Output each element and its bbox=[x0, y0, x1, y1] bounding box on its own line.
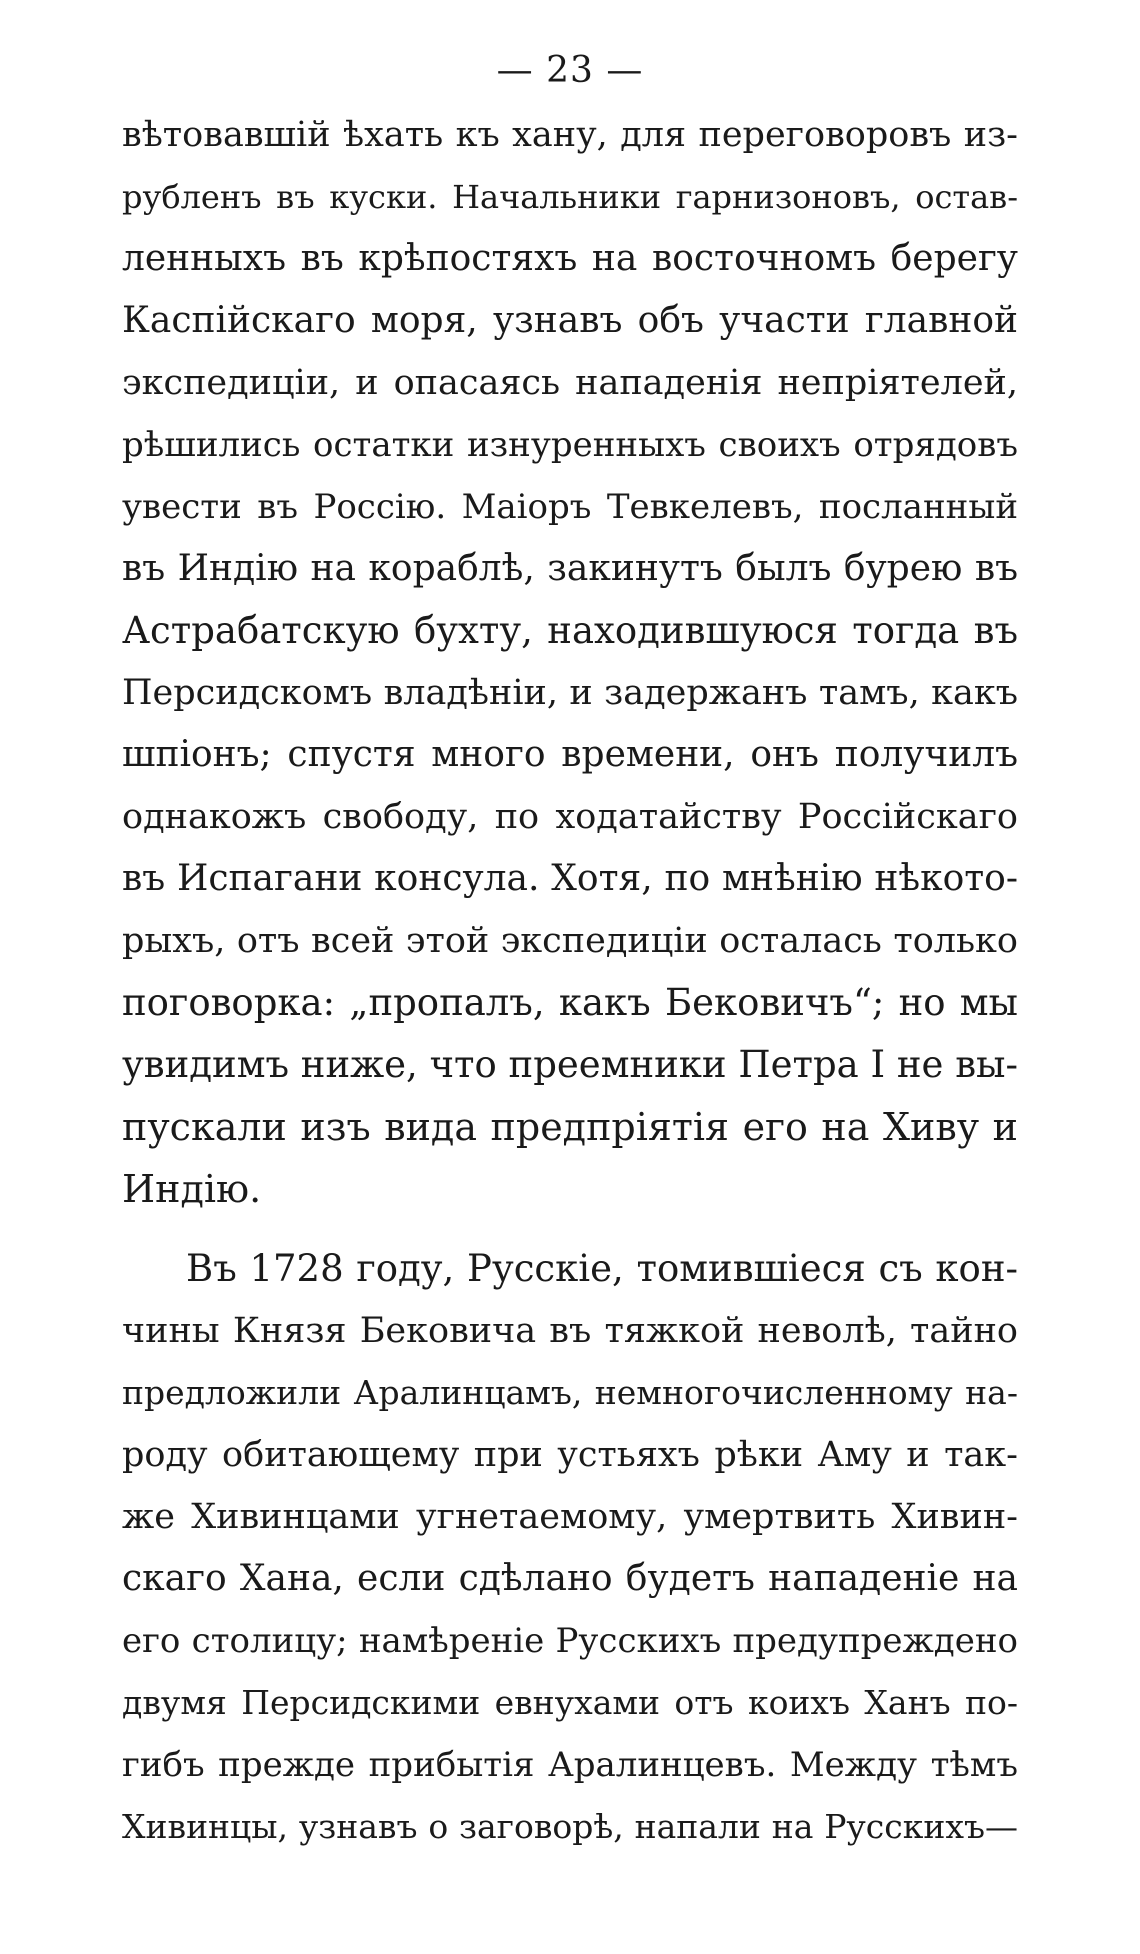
text-line: Въ 1728 году, Русскіе, томившіеся съ кон- bbox=[186, 1247, 1018, 1290]
text-line: Каспійскаго моря, узнавъ объ участи главной bbox=[122, 300, 1018, 341]
text-line: поговорка: „пропалъ, какъ Бековичъ“; но мы bbox=[122, 981, 1018, 1024]
text-line: шпіонъ; спустя много времени, онъ получилъ bbox=[122, 734, 1018, 775]
text-line: скаго Хана, если сдѣлано будетъ нападеніе на bbox=[122, 1558, 1018, 1599]
page-number: — 23 — bbox=[496, 50, 644, 91]
text-line: Хивинцы, узнавъ о заговорѣ, напали на Русскихъ— bbox=[122, 1807, 1018, 1846]
text-line: гибъ прежде прибытія Аралинцевъ. Между тѣмъ bbox=[122, 1745, 1018, 1785]
text-line: рыхъ, отъ всей этой экспедиціи осталась только bbox=[122, 921, 1018, 961]
text-line: роду обитающему при устьяхъ рѣки Аму и так- bbox=[122, 1435, 1018, 1475]
text-line: экспедиціи, и опасаясь нападенія непріятелей, bbox=[122, 363, 1018, 403]
text-line: двумя Персидскими евнухами отъ коихъ Ханъ по- bbox=[122, 1683, 1018, 1722]
text-line: чины Князя Бековича въ тяжкой неволѣ, тайно bbox=[122, 1311, 1018, 1351]
text-line: Астрабатскую бухту, находившуюся тогда въ bbox=[122, 609, 1018, 652]
text-line: рѣшились остатки изнуренныхъ своихъ отрядовъ bbox=[122, 425, 1018, 465]
text-line: въ Индію на кораблѣ, закинутъ былъ бурею въ bbox=[122, 548, 1018, 589]
text-line: Персидскомъ владѣніи, и задержанъ тамъ, какъ bbox=[122, 673, 1018, 713]
text-line: предложили Аралинцамъ, немногочисленному на- bbox=[122, 1373, 1018, 1412]
text-line: пускали изъ вида предпріятія его на Хиву и bbox=[122, 1105, 1018, 1149]
text-line: увести въ Россію. Маіоръ Тевкелевъ, посланный bbox=[122, 487, 1018, 527]
text-line: вѣтовавшій ѣхать къ хану, для переговоровъ из- bbox=[122, 115, 1018, 155]
text-line: же Хивинцами угнетаемому, умертвить Хивин- bbox=[122, 1497, 1018, 1537]
text-line: въ Испагани консула. Хотя, по мнѣнію нѣкото- bbox=[122, 858, 1018, 899]
text-line: Индію. bbox=[122, 1167, 262, 1211]
text-line: его столицу; намѣреніе Русскихъ предупреждено bbox=[122, 1621, 1018, 1661]
text-line: увидимъ ниже, что преемники Петра I не вы- bbox=[122, 1043, 1018, 1086]
text-line: однакожъ свободу, по ходатайству Россійскаго bbox=[122, 797, 1018, 837]
text-line: рубленъ въ куски. Начальники гарнизоновъ, остав- bbox=[122, 178, 1018, 216]
text-line: ленныхъ въ крѣпостяхъ на восточномъ берегу bbox=[122, 238, 1018, 279]
